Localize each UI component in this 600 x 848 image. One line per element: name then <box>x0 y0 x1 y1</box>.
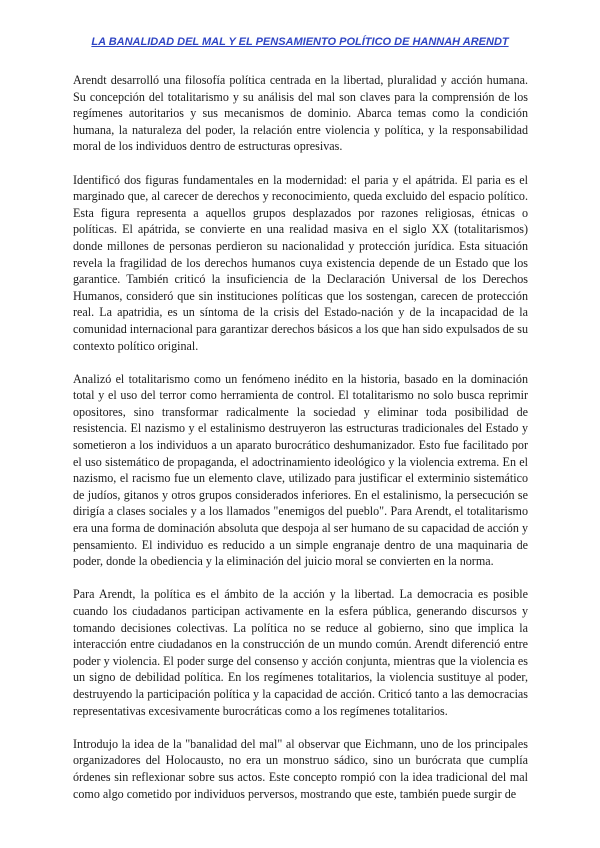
paragraph-intro: Arendt desarrolló una filosofía política centrada en la libertad, pluralidad y acción humana. Su concepción del totalitarismo y su análisis del mal son claves para la comprensión de los regímenes autoritarios y sus mecanismos de dominio. Abarca temas como la condición humana, la naturaleza del poder, la relación entre violencia y política, y la responsabilidad moral de los individuos dentro de estructuras opresivas. <box>73 73 528 154</box>
paragraph-totalitarismo: Analizó el totalitarismo como un fenómeno inédito en la historia, basado en la dominación total y el uso del terror como herramienta de control. El totalitarismo no solo busca reprimir opositores, sino transformar radicalmente la sociedad y eliminar toda posibilidad de resistencia. El nazismo y el estalinismo destruyeron las estructuras tradicionales del Estado y sometieron a los individuos a un aparato burocrático deshumanizador. Esto fue facilitado por el uso sistemático de propaganda, el adoctrinamiento ideológico y la violencia extrema. En el nazismo, el racismo fue un elemento clave, utilizado para justificar el exterminio sistemático de judíos, gitanos y otros grupos considerados inferiores. En el estalinismo, la persecución se dirigía a clases sociales y a los llamados "enemigos del pueblo". Para Arendt, el totalitarismo era una forma de dominación absoluta que despoja al ser humano de su capacidad de acción y pensamiento. El individuo es reducido a un simple engranaje dentro de una maquinaria de poder, donde la obediencia y la eliminación del juicio moral se convierten en la norma. <box>73 371 528 569</box>
paragraph-banalidad-mal: Introdujo la idea de la "banalidad del mal" al observar que Eichmann, uno de los principales organizadores del Holocausto, no era un monstruo sádico, sino un burócrata que cumplía órdenes sin reflexionar sobre sus actos. Este concepto rompió con la idea tradicional del mal como algo cometido por individuos perversos, mostrando que este, también puede surgir de <box>73 736 528 801</box>
document-body <box>73 72 528 819</box>
paragraph-paria-apatrida: Identificó dos figuras fundamentales en la modernidad: el paria y el apátrida. El paria es el marginado que, al carecer de derechos y reconocimiento, queda excluido del espacio político. Esta figura representa a aquellos grupos desplazados por razones religiosas, étnicas o políticas. El apátrida, se convierte en una realidad masiva en el siglo XX (totalitarismos) donde millones de personas perdieron su nacionalidad y protección jurídica. Esta situación revela la fragilidad de los derechos humanos cuya existencia depende de un Estado que los garantice. También criticó la insuficiencia de la Declaración Universal de los Derechos Humanos, consideró que sin instituciones políticas que los sostengan, carecen de protección real. La apatridia, es un síntoma de la crisis del Estado-nación y de la incapacidad de la comunidad internacional para garantizar derechos básicos a los que han sido expulsados de su contexto político original. <box>73 172 528 353</box>
paragraph-politica: Para Arendt, la política es el ámbito de la acción y la libertad. La democracia es posible cuando los ciudadanos participan activamente en la esfera pública, generando discursos y tomando decisiones colectivas. La política no se reduce al gobierno, sino que implica la interacción entre ciudadanos en la construcción de un mundo común. Arendt diferenció entre poder y violencia. El poder surge del consenso y acción conjunta, mientras que la violencia es un signo de debilidad política. En los regímenes totalitarios, la violencia sustituye al poder, destruyendo la participación política y la capacidad de acción. Criticó tanto a las democracias representativas excesivamente burocráticas como a los regímenes totalitarios. <box>73 587 528 718</box>
document-title: LA BANALIDAD DEL MAL Y EL PENSAMIENTO POLÍTICO DE HANNAH ARENDT <box>91 36 509 48</box>
